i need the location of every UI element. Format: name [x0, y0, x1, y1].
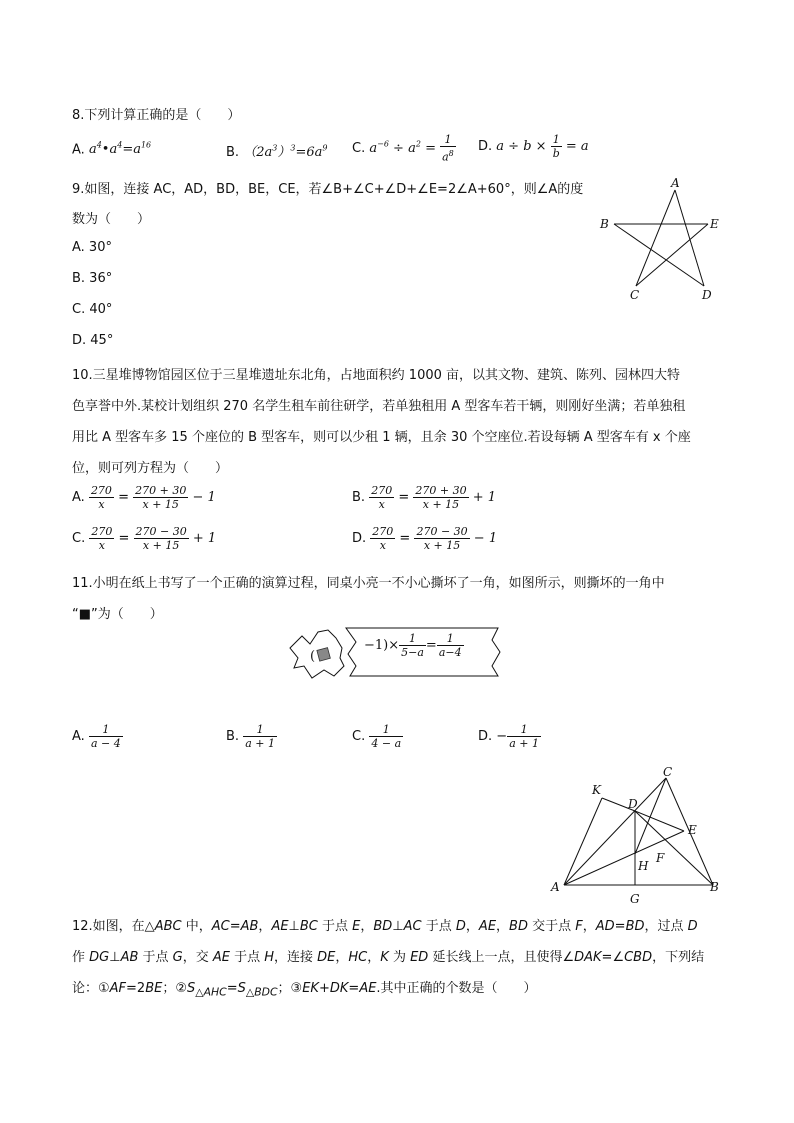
q11-option-d: [478, 723, 541, 750]
segment-ad: [675, 190, 704, 286]
label-a: A: [551, 880, 560, 894]
q8-option-a: [72, 141, 151, 157]
option-label: C.: [72, 531, 86, 546]
q9-option-a: A. 30°: [72, 240, 112, 255]
fraction: [507, 723, 541, 750]
fraction: [89, 723, 123, 750]
fraction: [440, 133, 456, 164]
q11-option-c: [352, 723, 403, 750]
q10-option-c: C. $\frac{270}{x}$ = $\frac{270 - 30}{x + 15}$ + 1: [72, 525, 217, 552]
q8-stem: 8.下列计算正确的是（ ）: [72, 108, 241, 123]
denominator: x: [379, 539, 386, 552]
label-b: B: [710, 880, 719, 894]
numerator: 270: [90, 484, 112, 497]
label-f: F: [656, 851, 665, 865]
option-sign: −: [496, 729, 508, 744]
option-tail: + 1: [468, 490, 497, 505]
q8-option-b: [226, 141, 327, 160]
numerator: 270 − 30: [416, 525, 468, 538]
label-d: D: [702, 288, 712, 302]
q8-option-c-left: $a^{-6} \div a^2$ =: [369, 139, 441, 156]
fraction: [133, 484, 188, 511]
q8-option-b-expr: $(2a^3)^3=6a^9$: [243, 143, 328, 160]
pentagram-figure: [596, 172, 730, 302]
option-label: D.: [478, 139, 493, 154]
label-b: B: [600, 217, 609, 231]
segment-ae: [564, 831, 684, 885]
q11-option-a: [72, 723, 123, 750]
option-tail: − 1: [469, 531, 498, 546]
numerator: 1: [440, 133, 456, 147]
q9-option-b: B. 36°: [72, 271, 113, 286]
label-c: C: [630, 288, 640, 302]
fraction: [369, 484, 394, 511]
q8-option-d-left: a ÷ b ×: [496, 139, 551, 154]
numerator: 270: [91, 525, 113, 538]
option-label: A.: [72, 142, 85, 158]
denominator: x + 15: [423, 539, 461, 552]
option-tail: + 1: [188, 531, 217, 546]
numerator: 1: [369, 723, 403, 737]
option-tail: − 1: [188, 490, 216, 505]
q11-line2: “■”为（ ）: [72, 607, 163, 622]
q10-line1: 10.三星堆博物馆园区位于三星堆遗址东北角，占地面积约 1000 亩，以其文物、建筑、陈列、园林四大特: [72, 368, 681, 383]
torn-corner-piece: [290, 630, 344, 678]
denominator: x + 15: [142, 539, 180, 552]
denominator: x + 15: [142, 498, 179, 511]
option-label: B.: [352, 490, 366, 505]
expr-left: −1)×: [364, 638, 400, 653]
segment-ce: [636, 224, 708, 286]
option-label: C.: [352, 140, 366, 156]
option-label: B.: [226, 729, 240, 744]
denominator: 4 − a: [371, 737, 402, 750]
numerator: 270 + 30: [135, 484, 187, 497]
q10-option-b: B. $\frac{270}{x}$ = $\frac{270 + 30}{x + 15}$ + 1: [352, 484, 497, 511]
numerator: 270 + 30: [415, 484, 467, 497]
q10-option-d: D. $\frac{270}{x}$ = $\frac{270 - 30}{x + 15}$ − 1: [352, 525, 498, 552]
fraction: [437, 632, 464, 659]
label-d: D: [628, 797, 638, 811]
fraction: [89, 525, 114, 552]
q12-line1: 12.如图，在△ABC 中，AC=AB，AE⊥BC 于点 E，BD⊥AC 于点 D，AE，BD 交于点 F，AD=BD，过点 D: [72, 919, 698, 934]
denominator: a−4: [438, 646, 462, 659]
numerator: 270 − 30: [135, 525, 187, 538]
q9-stem-line1: 9.如图，连接 AC，AD，BD，BE，CE，若∠B+∠C+∠D+∠E=2∠A+60°，则∠A的度: [72, 182, 584, 197]
numerator: 270: [371, 484, 393, 497]
denominator: a + 1: [245, 737, 275, 750]
segment-ak: [564, 798, 602, 885]
q12-line3: 论：①AF=2BE；$②S_{\triangle AHC}=S_{\triangle BDC}$；③EK+DK=AE.其中正确的个数是（ ）: [72, 981, 537, 999]
label-c: C: [663, 765, 673, 779]
q8-option-c: [352, 133, 456, 164]
label-e: E: [710, 217, 719, 231]
denominator: x: [98, 539, 105, 552]
denominator: a − 4: [90, 737, 121, 750]
q9-option-d: D. 45°: [72, 333, 114, 348]
option-label: A.: [72, 729, 85, 744]
fraction: [551, 133, 562, 160]
segment-ac: [636, 190, 675, 286]
q8-option-d: [478, 133, 589, 160]
denominator: a + 1: [509, 737, 539, 750]
numerator: 270: [372, 525, 394, 538]
option-label: D.: [352, 531, 367, 546]
segment-de: [635, 811, 684, 831]
denominator: 5−a: [401, 646, 424, 659]
label-a: A: [671, 176, 680, 190]
numerator: 1: [507, 723, 541, 737]
numerator: 1: [437, 632, 464, 646]
segment-bd: [614, 224, 704, 286]
option-label: A.: [72, 490, 85, 505]
q8-option-a-expr: $a^4•a^4=a^{16}$: [88, 141, 152, 158]
denominator: x: [378, 498, 385, 511]
denominator: x + 15: [422, 498, 460, 511]
denominator: b: [552, 147, 560, 160]
option-label: C.: [352, 729, 366, 744]
fraction: [243, 723, 277, 750]
numerator: 1: [89, 723, 123, 737]
numerator: 1: [551, 133, 562, 147]
q11-option-b: [226, 723, 277, 750]
label-k: K: [592, 783, 601, 797]
q11-line1: 11.小明在纸上书写了一个正确的演算过程，同桌小亮一不小心撕坏了一角，如图所示，则撕坏的一角中: [72, 576, 665, 591]
fraction: [89, 484, 114, 511]
hidden-square-icon: [317, 648, 330, 661]
fraction: [370, 525, 395, 552]
fraction: [134, 525, 189, 552]
fraction: [414, 525, 469, 552]
numerator: 1: [243, 723, 277, 737]
q12-line2: 作 DG⊥AB 于点 G，交 AE 于点 H，连接 DE，HC，K 为 ED 延长线上一点，且使得∠DAK=∠CBD，下列结: [72, 950, 705, 965]
q10-line4: 位，则可列方程为（ ）: [72, 461, 229, 476]
fraction: [369, 723, 403, 750]
q9-stem-line2: 数为（ ）: [72, 212, 151, 227]
q10-line2: 色享誉中外.某校计划组织 270 名学生租车前往研学，若单独租用 A 型客车若干辆，则刚好坐满；若单独租: [72, 399, 686, 414]
label-e: E: [688, 823, 697, 837]
option-label: D.: [478, 729, 493, 744]
torn-paper-expression: −1)× $\frac{1}{5-a}$ = $\frac{1}{a-4}$: [364, 632, 462, 659]
q10-option-a: A. $\frac{270}{x}$ = $\frac{270 + 30}{x + 15}$ − 1: [72, 484, 216, 511]
triangle-figure: [546, 764, 726, 906]
label-h: H: [638, 859, 649, 873]
numerator: 1: [399, 632, 426, 646]
fraction: [413, 484, 468, 511]
q9-option-c: C. 40°: [72, 302, 113, 317]
open-paren-glyph: (: [310, 649, 316, 664]
q10-line3: 用比 A 型客车多 15 个座位的 B 型客车，则可以少租 1 辆，且余 30 个空座位.若设每辆 A 型客车有 x 个座: [72, 430, 691, 445]
label-g: G: [630, 892, 640, 906]
q8-option-d-right: = a: [561, 139, 589, 154]
denominator: $a^8$: [442, 149, 454, 164]
segment-ac: [564, 778, 666, 885]
option-label: B.: [226, 145, 240, 160]
denominator: x: [98, 498, 105, 511]
fraction: [399, 632, 426, 659]
